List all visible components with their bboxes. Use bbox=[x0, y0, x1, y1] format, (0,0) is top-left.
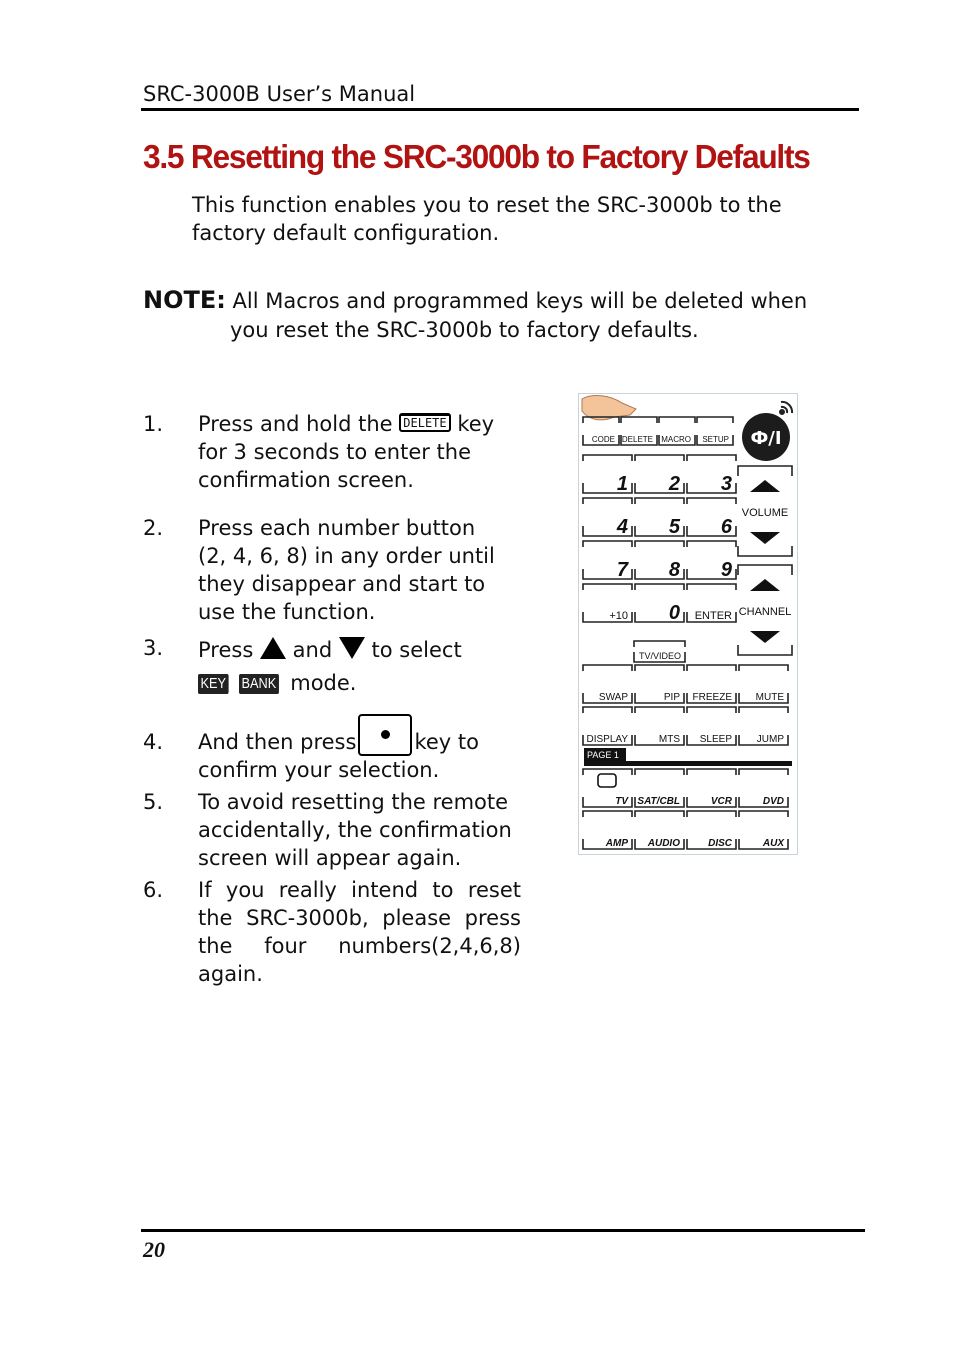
step-4 bbox=[143, 714, 523, 784]
svg-text:VCR: VCR bbox=[710, 796, 732, 807]
svg-text:TV/VIDEO: TV/VIDEO bbox=[638, 651, 681, 661]
svg-text:7: 7 bbox=[616, 559, 628, 581]
note-line-1: All Macros and programmed keys will be deleted when bbox=[232, 289, 808, 313]
svg-text:AUDIO: AUDIO bbox=[647, 838, 680, 849]
svg-text:PAGE 1: PAGE 1 bbox=[587, 750, 619, 760]
svg-text:VOLUME: VOLUME bbox=[741, 507, 789, 519]
svg-text:CHANNEL: CHANNEL bbox=[738, 606, 792, 618]
ok-key-icon bbox=[358, 714, 412, 756]
svg-text:+10: +10 bbox=[609, 610, 628, 622]
page-number: 20 bbox=[143, 1237, 165, 1262]
svg-text:0: 0 bbox=[668, 602, 680, 624]
bank-icon: BANK bbox=[239, 674, 279, 694]
step-text: and bbox=[292, 638, 333, 662]
svg-text:CODE: CODE bbox=[591, 435, 615, 444]
step-number: 4. bbox=[143, 730, 164, 754]
step-text: to select bbox=[371, 638, 462, 662]
svg-text:ENTER: ENTER bbox=[694, 610, 732, 622]
step-number: 6. bbox=[143, 878, 164, 902]
down-arrow-icon bbox=[339, 637, 365, 659]
intro-paragraph: This function enables you to reset the SRC-3000b to the factory default configuration. bbox=[192, 193, 782, 245]
svg-text:4: 4 bbox=[616, 516, 628, 538]
svg-text:DISC: DISC bbox=[708, 838, 732, 849]
step-number: 5. bbox=[143, 790, 164, 814]
step-text: And then press bbox=[198, 730, 357, 754]
svg-text:DELETE: DELETE bbox=[621, 435, 653, 444]
step-number: 1. bbox=[143, 412, 164, 436]
svg-text:SWAP: SWAP bbox=[598, 692, 628, 703]
svg-text:AMP: AMP bbox=[605, 838, 628, 849]
step-text: If you really intend to reset the SRC-3000b, please press the four numbers(2,4,6,8) again. bbox=[198, 878, 521, 986]
step-2 bbox=[143, 514, 523, 626]
footer-rule bbox=[141, 1229, 865, 1232]
section-title: 3.5 Resetting the SRC-3000b to Factory Defaults bbox=[143, 138, 810, 175]
svg-text:Ф/I: Ф/I bbox=[750, 428, 782, 449]
step-text: mode. bbox=[290, 671, 357, 695]
svg-text:9: 9 bbox=[720, 559, 732, 581]
svg-text:PIP: PIP bbox=[663, 692, 680, 703]
svg-text:TV: TV bbox=[615, 796, 628, 807]
svg-text:SLEEP: SLEEP bbox=[699, 734, 732, 745]
svg-text:DVD: DVD bbox=[762, 796, 784, 807]
svg-text:SAT/CBL: SAT/CBL bbox=[637, 796, 680, 807]
step-1 bbox=[143, 410, 523, 508]
step-number: 2. bbox=[143, 516, 164, 540]
key-icon: KEY bbox=[198, 674, 229, 694]
svg-text:5: 5 bbox=[668, 516, 680, 538]
note-block bbox=[143, 286, 853, 345]
step-3 bbox=[143, 634, 523, 700]
svg-text:1: 1 bbox=[616, 473, 628, 495]
svg-text:6: 6 bbox=[720, 516, 732, 538]
header-rule bbox=[141, 108, 859, 111]
note-line-2: you reset the SRC-3000b to factory defaults. bbox=[230, 318, 699, 342]
running-header: SRC-3000B User’s Manual bbox=[143, 82, 416, 106]
svg-text:8: 8 bbox=[668, 559, 680, 581]
svg-text:MUTE: MUTE bbox=[755, 692, 784, 703]
svg-text:JUMP: JUMP bbox=[756, 734, 784, 745]
step-text: To avoid resetting the remote accidentally, the confirmation screen will appear again. bbox=[198, 790, 512, 870]
step-text: Press bbox=[198, 638, 254, 662]
step-text: Press each number button (2, 4, 6, 8) in any order until they disappear and start to use the function. bbox=[198, 516, 495, 624]
svg-text:SETUP: SETUP bbox=[702, 435, 729, 444]
svg-text:3: 3 bbox=[720, 473, 732, 495]
svg-text:MACRO: MACRO bbox=[661, 435, 691, 444]
step-text: key to confirm your selection. bbox=[198, 730, 479, 782]
svg-text:2: 2 bbox=[668, 473, 680, 495]
step-5 bbox=[143, 788, 523, 872]
svg-text:AUX: AUX bbox=[762, 838, 784, 849]
step-list bbox=[143, 410, 523, 988]
power-button bbox=[742, 413, 790, 461]
up-arrow-icon bbox=[260, 637, 286, 659]
step-number: 3. bbox=[143, 636, 164, 660]
svg-text:FREEZE: FREEZE bbox=[692, 692, 732, 703]
page-1-label bbox=[584, 748, 626, 761]
note-label: NOTE: bbox=[143, 286, 226, 314]
delete-key-icon: DELETE bbox=[399, 413, 450, 432]
step-6 bbox=[143, 876, 523, 988]
step-text: Press and hold the bbox=[198, 412, 393, 436]
svg-text:MTS: MTS bbox=[658, 734, 680, 745]
remote-screen-illustration bbox=[578, 393, 798, 855]
step-text: key for 3 seconds to enter the confirmation screen. bbox=[198, 412, 495, 492]
svg-text:DISPLAY: DISPLAY bbox=[586, 734, 628, 745]
